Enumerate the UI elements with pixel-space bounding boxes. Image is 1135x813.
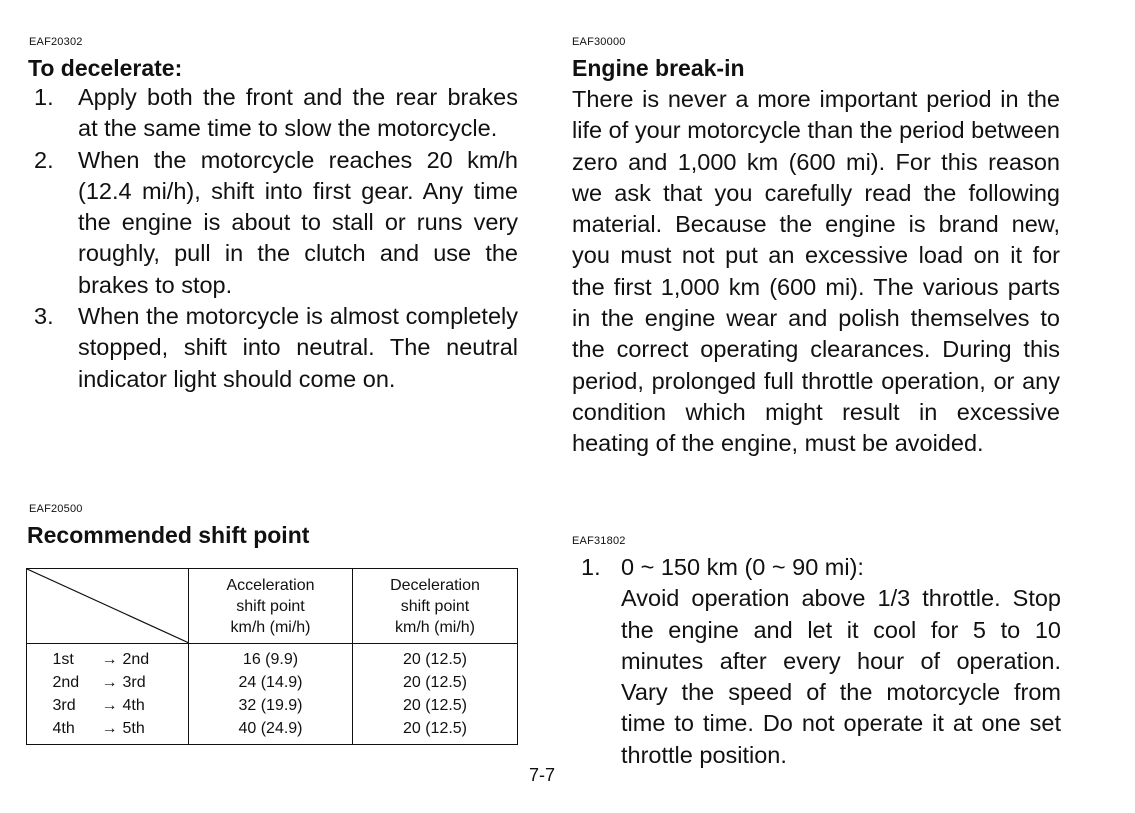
step-text: When the motorcycle is almost completely stopped, shift into neutral. The neutral indicator light should come on. (78, 303, 518, 392)
stage-title: 0 ~ 150 km (0 ~ 90 mi): (621, 554, 864, 580)
arrow-right-icon: → (101, 674, 118, 691)
accel-value: 40 (24.9) (189, 717, 353, 745)
accel-header (189, 569, 353, 644)
step-number: 2. (34, 146, 54, 173)
decel-header-line1: Deceleration (390, 576, 480, 594)
decel-header (353, 569, 518, 644)
accel-value: 32 (19.9) (189, 694, 353, 717)
diagonal-line (27, 569, 189, 643)
decel-value: 20 (12.5) (353, 644, 518, 672)
arrow-right-icon: → (101, 697, 118, 714)
stage-number: 1. (581, 554, 601, 580)
accel-header-line2: shift point (236, 597, 305, 615)
gear-from: 3rd (52, 697, 76, 714)
table-row (27, 671, 518, 694)
accel-header-line1: Acceleration (226, 576, 315, 594)
gear-from: 1st (52, 651, 74, 668)
arrow-right-icon: → (101, 720, 118, 737)
decel-value: 20 (12.5) (353, 671, 518, 694)
gear-change-cell (27, 717, 189, 745)
section-code-break-in: EAF30000 (572, 36, 626, 48)
gear-to: 5th (122, 720, 145, 737)
gear-to: 4th (122, 697, 145, 714)
heading-engine-break-in: Engine break-in (572, 55, 745, 81)
table-row (27, 644, 518, 672)
step-number: 3. (34, 303, 54, 330)
step-text: When the motorcycle reaches 20 km/h (12.4 mi/h), shift into first gear. Any time the engine is about to stall or runs very roughly, pull in the clutch and use the brakes to stop. (78, 146, 518, 298)
stage-1-text: Avoid operation above 1/3 throttle. Stop the engine and let it cool for 5 to 10 minutes after every hour of operation. Vary the speed of the motorcycle from time to time. Do not operate it at one set throttle position. (621, 585, 1061, 768)
heading-recommended-shift-point: Recommended shift point (27, 522, 310, 548)
accel-header-line3: km/h (mi/h) (230, 618, 311, 636)
step-number: 1. (34, 84, 54, 110)
decel-value: 20 (12.5) (353, 717, 518, 745)
decel-header-line3: km/h (mi/h) (395, 618, 475, 636)
table-row (27, 694, 518, 717)
accel-value: 24 (14.9) (189, 671, 353, 694)
gear-to: 2nd (122, 651, 150, 668)
table-row (27, 717, 518, 745)
decel-header-line2: shift point (400, 597, 470, 615)
page-number: 7-7 (529, 765, 556, 785)
section-code-stage-1: EAF31802 (572, 535, 626, 547)
section-code-decelerate: EAF20302 (29, 36, 83, 48)
gear-to: 3rd (122, 674, 146, 691)
decelerate-step-3 (34, 301, 518, 395)
step-text: Apply both the front and the rear brakes at the same time to slow the motorcycle. (78, 84, 518, 142)
gear-change-cell (27, 644, 189, 672)
decelerate-step-2 (34, 145, 518, 301)
gear-change-cell (27, 694, 189, 717)
table-header-row (27, 569, 518, 644)
diagonal-header-cell (27, 569, 189, 644)
break-in-paragraph: There is never a more important period in the life of your motorcycle than the period between zero and 1,000 km (600 mi). For this reason we ask that you carefully read the following material. Because the engine is brand new, you must not put an excessive load on it for the first 1,000 km (600 mi). The various parts in the engine wear and polish themselves to the correct operating clearances. During this period, prolonged full throttle operation, or any condition which might result in excessive heating of the engine, must be avoided. (572, 86, 1060, 457)
gear-from: 4th (52, 720, 75, 737)
decel-value: 20 (12.5) (353, 694, 518, 717)
heading-to-decelerate: To decelerate: (28, 55, 183, 81)
decelerate-step-1 (34, 82, 518, 145)
accel-value: 16 (9.9) (189, 644, 353, 672)
gear-from: 2nd (52, 674, 80, 691)
arrow-right-icon: → (101, 651, 118, 668)
shift-point-table (26, 568, 518, 745)
section-code-shift-point: EAF20500 (29, 503, 83, 515)
break-in-stage-1 (581, 552, 1061, 771)
decelerate-steps (34, 82, 518, 395)
stage-1-heading-row (581, 552, 1061, 583)
gear-change-cell (27, 671, 189, 694)
